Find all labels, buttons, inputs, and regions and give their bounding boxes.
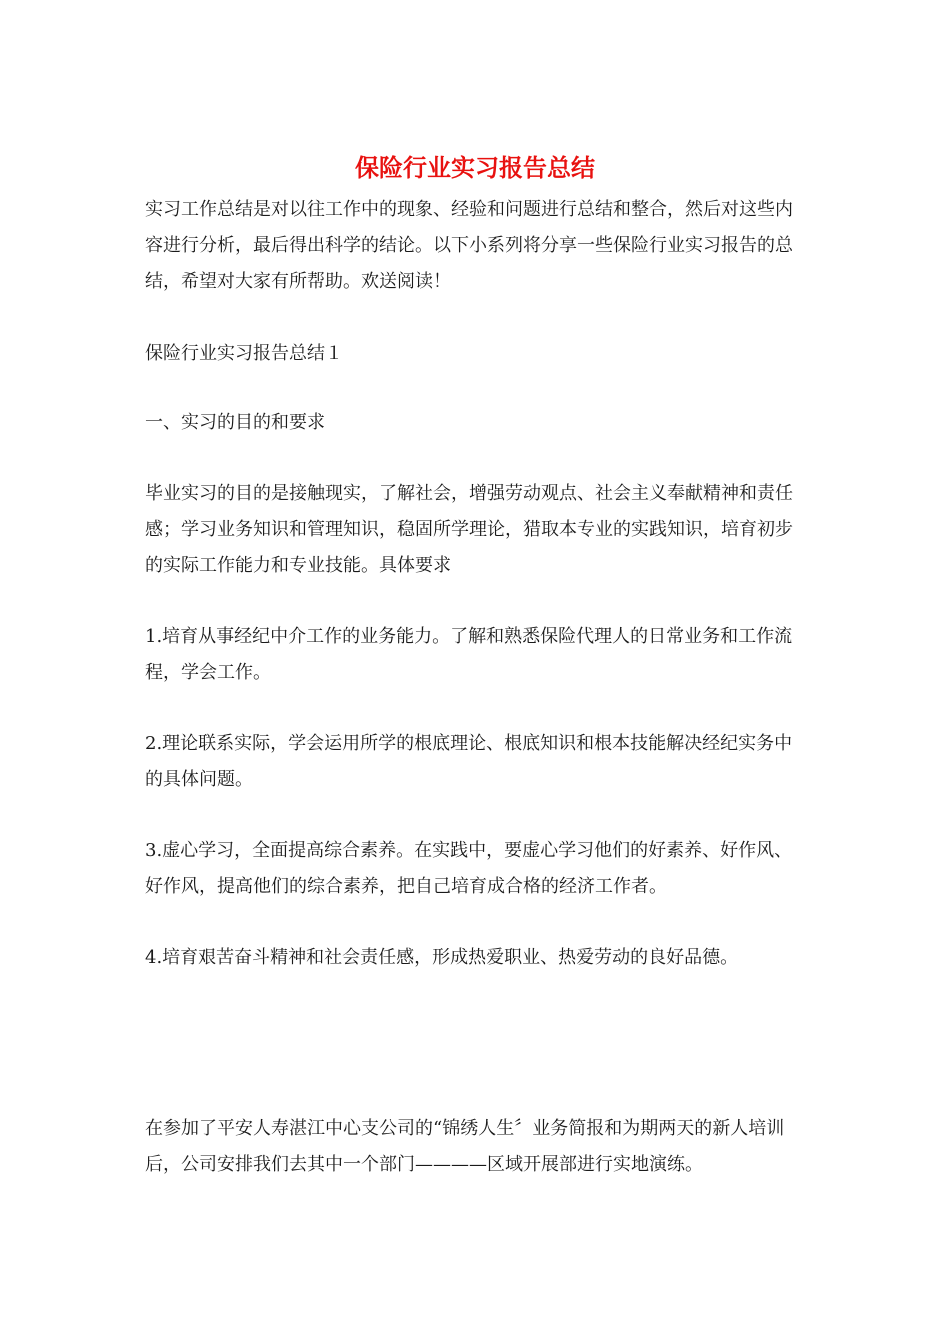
requirement-item-2: 2.理论联系实际，学会运用所学的根底理论、根底知识和根本技能解决经纪实务中的具体问题。	[145, 733, 793, 790]
requirement-item-1: 1.培育从事经纪中介工作的业务能力。了解和熟悉保险代理人的日常业务和工作流程，学会工作。	[145, 626, 793, 683]
training-paragraph: 在参加了平安人寿湛江中心支公司的“锦绣人生〞业务简报和为期两天的新人培训后，公司安排我们去其中一个部门————区域开展部进行实地演练。	[145, 1118, 785, 1175]
section-heading-summary-1: 保险行业实习报告总结１	[145, 343, 343, 364]
purpose-paragraph: 毕业实习的目的是接触现实，了解社会，增强劳动观点、社会主义奉献精神和责任感；学习业务知识和管理知识，稳固所学理论，猎取本专业的实践知识，培育初步的实际工作能力和专业技能。具体要求	[145, 483, 793, 576]
intro-paragraph: 实习工作总结是对以往工作中的现象、经验和问题进行总结和整合，然后对这些内容进行分析，最后得出科学的结论。以下小系列将分享一些保险行业实习报告的总结，希望对大家有所帮助。欢送阅读！	[145, 199, 793, 292]
document-title: 保险行业实习报告总结	[355, 153, 595, 182]
section-heading-purpose: 一、实习的目的和要求	[145, 412, 325, 433]
requirement-item-3: 3.虚心学习，全面提高综合素养。在实践中，要虚心学习他们的好素养、好作风、好作风，提高他们的综合素养，把自己培育成合格的经济工作者。	[145, 840, 793, 897]
requirement-item-4: 4.培育艰苦奋斗精神和社会责任感，形成热爱职业、热爱劳动的良好品德。	[145, 947, 739, 968]
